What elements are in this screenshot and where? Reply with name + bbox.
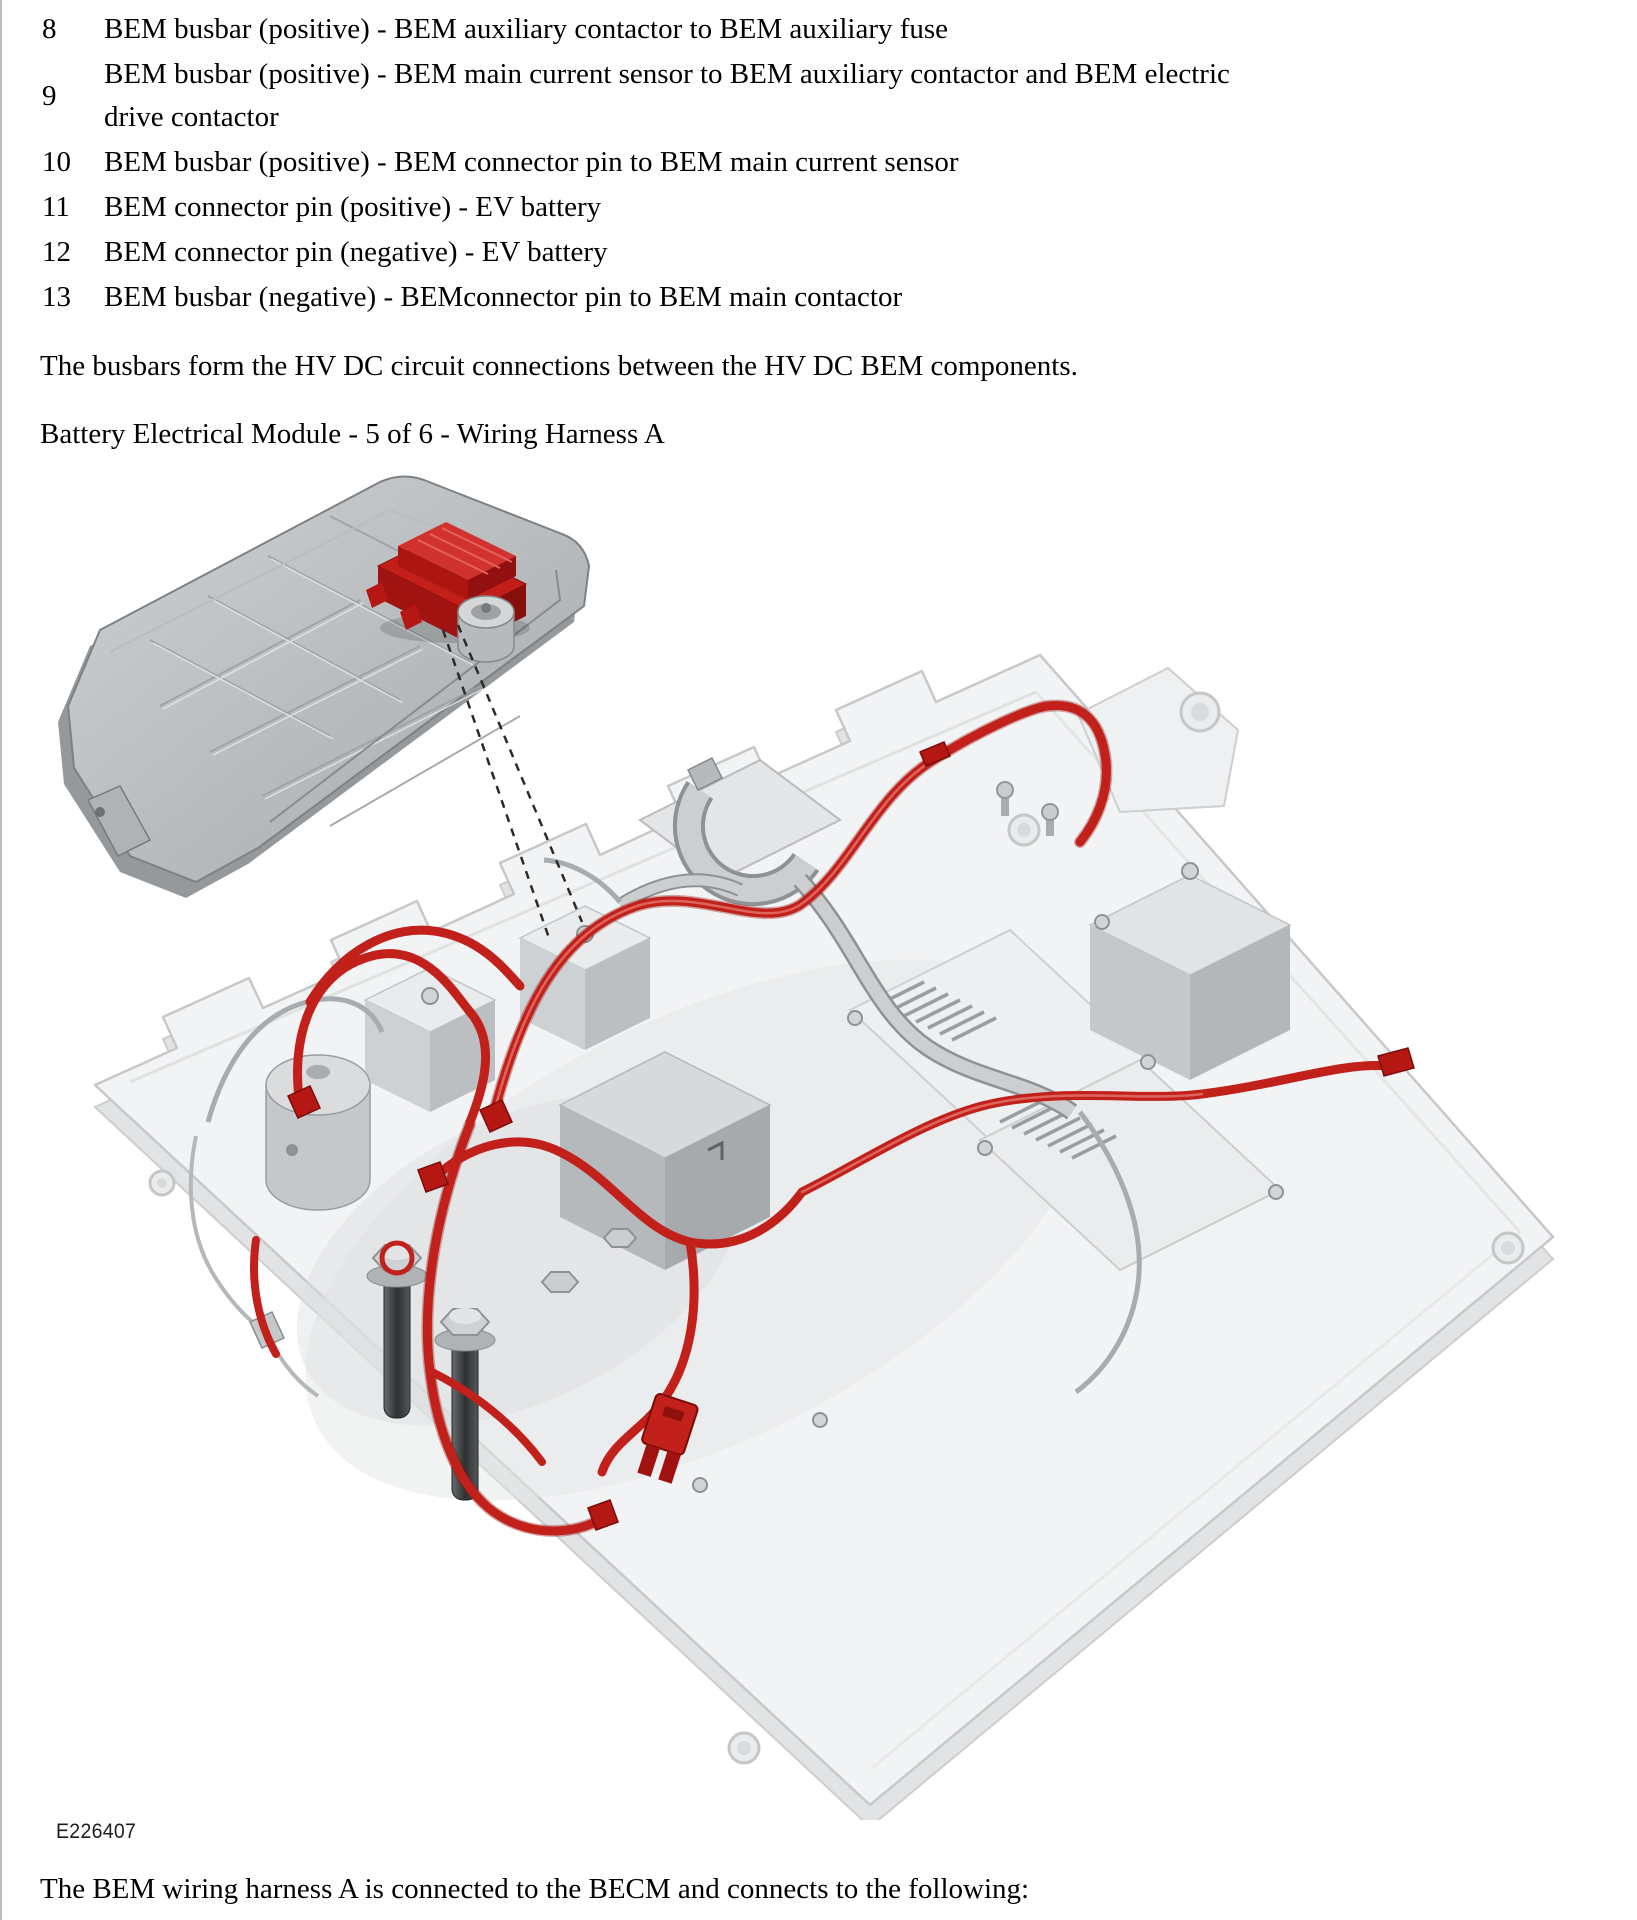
list-item-number: 13 — [42, 281, 71, 313]
busbars-paragraph: The busbars form the HV DC circuit connections between the HV DC BEM components. — [40, 350, 1078, 382]
battery-cover — [58, 476, 589, 898]
list-item — [0, 53, 1637, 139]
list-item-text: BEM busbar (positive) - BEM auxiliary contactor to BEM auxiliary fuse — [104, 13, 949, 45]
list-item — [0, 231, 1637, 274]
list-item-text: BEM connector pin (negative) - EV battery — [104, 236, 608, 268]
list-item-number: 9 — [42, 79, 57, 112]
list-item-text: BEM busbar (positive) - BEM connector pin to BEM main current sensor — [104, 146, 959, 178]
list-item — [0, 141, 1637, 184]
list-item-text: BEM busbar (positive) - BEM main current sensor to BEM auxiliary contactor and BEM electric drive contactor — [104, 58, 1230, 133]
cover-connector-cylinder — [458, 596, 514, 662]
bem-wiring-harness-illustration — [0, 450, 1637, 1820]
list-item-number: 11 — [42, 191, 70, 223]
list-item — [0, 8, 1637, 51]
list-item — [0, 186, 1637, 229]
list-item-text: BEM connector pin (positive) - EV battery — [104, 191, 602, 223]
list-item-text: BEM busbar (negative) - BEMconnector pin to BEM main contactor — [104, 281, 903, 313]
list-item-number: 12 — [42, 236, 71, 268]
figure-label: E226407 — [56, 1820, 137, 1843]
bem-busbar-list — [0, 8, 1637, 321]
list-item-number: 10 — [42, 146, 71, 178]
harness-paragraph: The BEM wiring harness A is connected to the BECM and connects to the following: — [40, 1873, 1030, 1905]
bem-tray — [95, 655, 1553, 1820]
auxiliary-contactor — [266, 1055, 370, 1210]
list-item — [0, 276, 1637, 319]
list-item-number: 8 — [42, 13, 57, 45]
figure-title: Battery Electrical Module - 5 of 6 - Wiring Harness A — [40, 418, 665, 450]
